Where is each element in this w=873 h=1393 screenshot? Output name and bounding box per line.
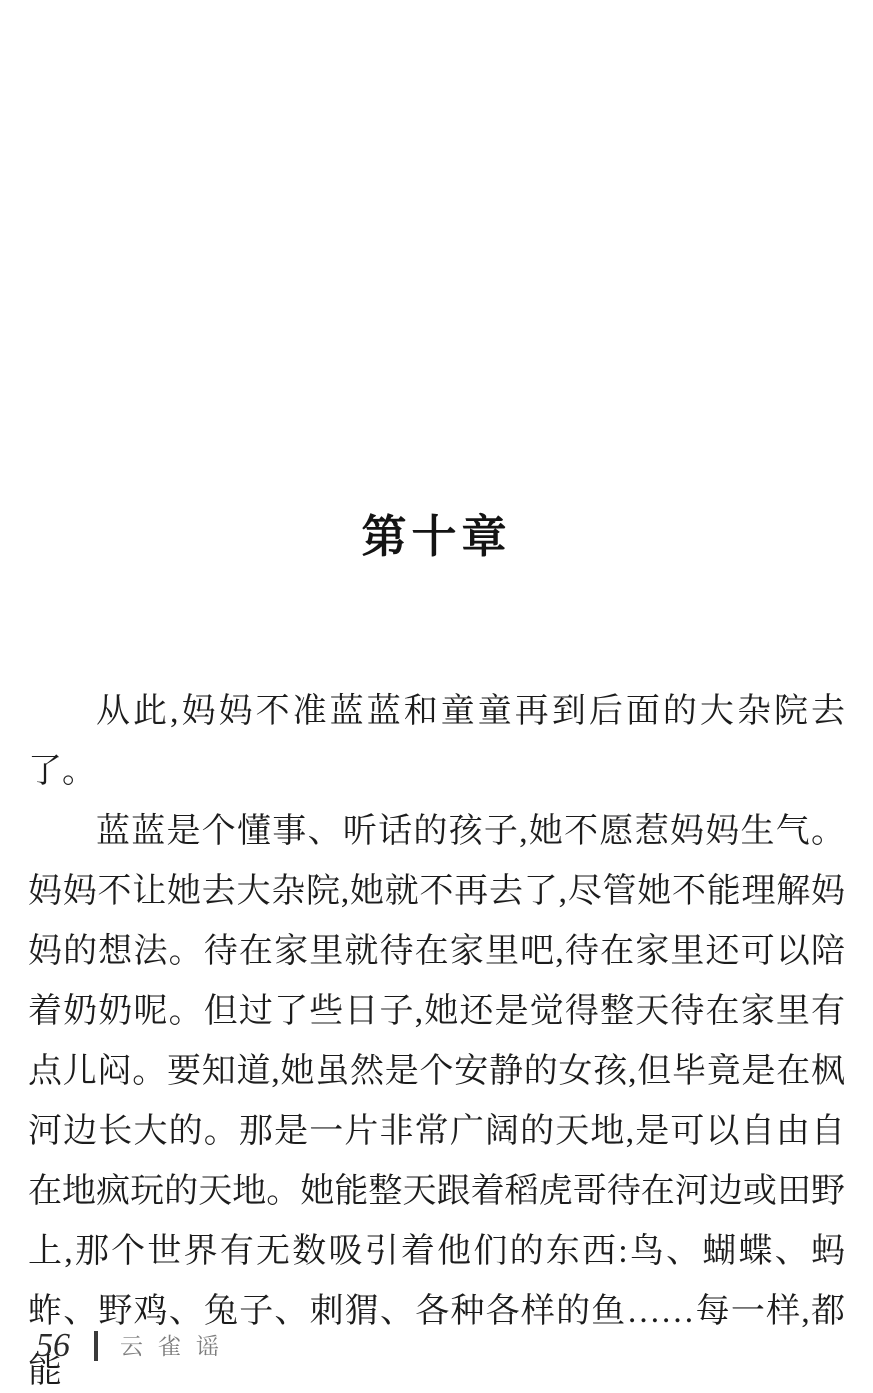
book-title: 云雀谣 (120, 1333, 234, 1359)
body-text (28, 682, 845, 1393)
page-number: 56 (36, 1327, 70, 1364)
footer-divider (94, 1331, 98, 1361)
chapter-title: 第十章 (361, 511, 512, 563)
body-paragraph: 蓝蓝是个懂事、听话的孩子,她不愿惹妈妈生气。妈妈不让她去大杂院,她就不再去了,尽管她不能理解妈妈的想法。待在家里就待在家里吧,待在家里还可以陪着奶奶呢。但过了些日子,她还是觉得整天待在家里有点儿闷。要知道,她虽然是个安静的女孩,但毕竟是在枫河边长大的。那是一片非常广阔的天地,是可以自由自在地疯玩的天地。她能整天跟着稻虎哥待在河边或田野上,那个世界有无数吸引着他们的东西:鸟、蝴蝶、蚂蚱、野鸡、兔子、刺猬、各种各样的鱼……每一样,都能 (28, 813, 845, 1390)
body-paragraph: 从此,妈妈不准蓝蓝和童童再到后面的大杂院去了。 (28, 693, 845, 790)
page-footer (36, 1326, 234, 1366)
